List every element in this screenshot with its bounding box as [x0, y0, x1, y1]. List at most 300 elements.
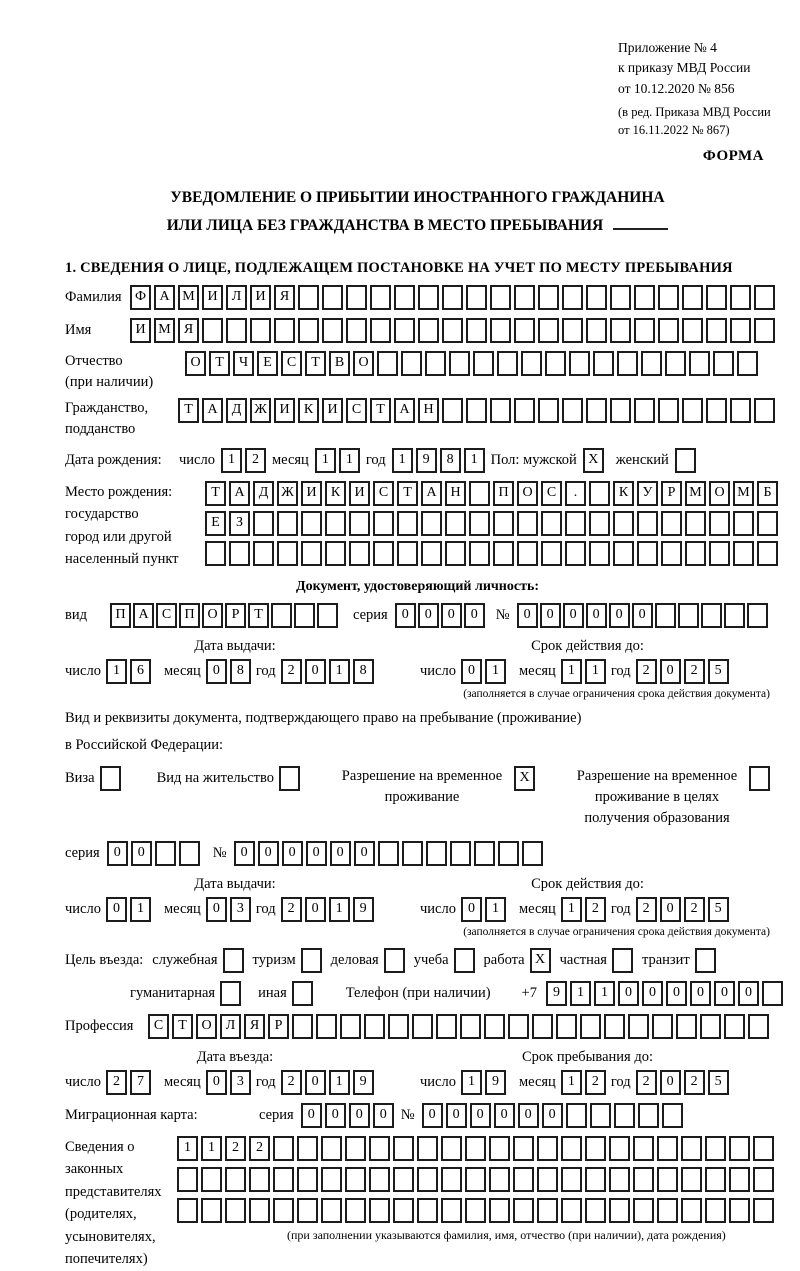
char-cell[interactable]: [179, 841, 200, 866]
char-cell[interactable]: 0: [206, 897, 227, 922]
char-cell[interactable]: Р: [225, 603, 246, 628]
char-cell[interactable]: [317, 603, 338, 628]
char-cell[interactable]: И: [301, 481, 322, 506]
char-cell[interactable]: И: [202, 285, 223, 310]
char-cell[interactable]: 1: [485, 897, 506, 922]
char-cell[interactable]: [226, 318, 247, 343]
char-cell[interactable]: [301, 511, 322, 536]
issue-day-cells[interactable]: [106, 659, 151, 684]
char-cell[interactable]: 2: [684, 897, 705, 922]
char-cell[interactable]: [556, 1014, 577, 1039]
surname-cells[interactable]: [130, 285, 775, 310]
char-cell[interactable]: [489, 1167, 510, 1192]
purpose-private-checkbox[interactable]: [612, 948, 633, 973]
char-cell[interactable]: [729, 1198, 750, 1223]
char-cell[interactable]: [393, 1167, 414, 1192]
char-cell[interactable]: [762, 981, 783, 1006]
char-cell[interactable]: [292, 1014, 313, 1039]
char-cell[interactable]: [325, 511, 346, 536]
char-cell[interactable]: М: [154, 318, 175, 343]
char-cell[interactable]: [100, 766, 121, 791]
char-cell[interactable]: [421, 511, 442, 536]
char-cell[interactable]: 1: [201, 1136, 222, 1161]
char-cell[interactable]: 0: [107, 841, 128, 866]
char-cell[interactable]: [514, 285, 535, 310]
sex-female-checkbox[interactable]: [675, 448, 696, 473]
char-cell[interactable]: 0: [609, 603, 630, 628]
char-cell[interactable]: [397, 511, 418, 536]
char-cell[interactable]: [250, 318, 271, 343]
char-cell[interactable]: Т: [205, 481, 226, 506]
char-cell[interactable]: 2: [281, 1070, 302, 1095]
char-cell[interactable]: 0: [461, 659, 482, 684]
char-cell[interactable]: [637, 541, 658, 566]
char-cell[interactable]: А: [202, 398, 223, 423]
char-cell[interactable]: [316, 1014, 337, 1039]
char-cell[interactable]: М: [685, 481, 706, 506]
char-cell[interactable]: [610, 285, 631, 310]
char-cell[interactable]: [657, 1167, 678, 1192]
char-cell[interactable]: 5: [708, 897, 729, 922]
char-cell[interactable]: 7: [130, 1070, 151, 1095]
char-cell[interactable]: [537, 1136, 558, 1161]
char-cell[interactable]: С: [281, 351, 302, 376]
char-cell[interactable]: [177, 1198, 198, 1223]
char-cell[interactable]: [706, 398, 727, 423]
char-cell[interactable]: [513, 1167, 534, 1192]
char-cell[interactable]: [253, 511, 274, 536]
char-cell[interactable]: [614, 1103, 635, 1128]
char-cell[interactable]: 0: [660, 897, 681, 922]
char-cell[interactable]: [676, 1014, 697, 1039]
char-cell[interactable]: [513, 1198, 534, 1223]
char-cell[interactable]: 0: [282, 841, 303, 866]
char-cell[interactable]: [695, 948, 716, 973]
birth-place-line3[interactable]: [205, 541, 778, 566]
char-cell[interactable]: [370, 285, 391, 310]
char-cell[interactable]: [297, 1198, 318, 1223]
char-cell[interactable]: 0: [395, 603, 416, 628]
char-cell[interactable]: [474, 841, 495, 866]
char-cell[interactable]: 9: [485, 1070, 506, 1095]
char-cell[interactable]: М: [733, 481, 754, 506]
char-cell[interactable]: 0: [618, 981, 639, 1006]
char-cell[interactable]: [586, 285, 607, 310]
char-cell[interactable]: 2: [585, 897, 606, 922]
char-cell[interactable]: [689, 351, 710, 376]
char-cell[interactable]: М: [178, 285, 199, 310]
doc-number-cells[interactable]: [517, 603, 768, 628]
char-cell[interactable]: А: [154, 285, 175, 310]
char-cell[interactable]: 0: [540, 603, 561, 628]
char-cell[interactable]: [657, 1198, 678, 1223]
char-cell[interactable]: 0: [586, 603, 607, 628]
char-cell[interactable]: 8: [440, 448, 461, 473]
char-cell[interactable]: 0: [563, 603, 584, 628]
legal-reps-line2[interactable]: [177, 1167, 774, 1192]
char-cell[interactable]: [634, 285, 655, 310]
char-cell[interactable]: [465, 1136, 486, 1161]
entry-day-cells[interactable]: [106, 1070, 151, 1095]
char-cell[interactable]: [489, 1198, 510, 1223]
char-cell[interactable]: 0: [464, 603, 485, 628]
char-cell[interactable]: [724, 1014, 745, 1039]
char-cell[interactable]: 0: [234, 841, 255, 866]
char-cell[interactable]: [701, 603, 722, 628]
char-cell[interactable]: Я: [178, 318, 199, 343]
char-cell[interactable]: [678, 603, 699, 628]
char-cell[interactable]: И: [322, 398, 343, 423]
char-cell[interactable]: [493, 541, 514, 566]
char-cell[interactable]: [225, 1167, 246, 1192]
char-cell[interactable]: Ч: [233, 351, 254, 376]
char-cell[interactable]: [442, 398, 463, 423]
char-cell[interactable]: 1: [392, 448, 413, 473]
char-cell[interactable]: [522, 841, 543, 866]
char-cell[interactable]: [497, 351, 518, 376]
char-cell[interactable]: 9: [353, 1070, 374, 1095]
char-cell[interactable]: В: [329, 351, 350, 376]
char-cell[interactable]: [658, 398, 679, 423]
char-cell[interactable]: [733, 541, 754, 566]
char-cell[interactable]: Т: [248, 603, 269, 628]
char-cell[interactable]: 1: [221, 448, 242, 473]
char-cell[interactable]: [658, 318, 679, 343]
char-cell[interactable]: [297, 1136, 318, 1161]
issue-month-cells[interactable]: [206, 659, 251, 684]
char-cell[interactable]: [661, 511, 682, 536]
char-cell[interactable]: П: [179, 603, 200, 628]
char-cell[interactable]: [321, 1136, 342, 1161]
char-cell[interactable]: [730, 318, 751, 343]
char-cell[interactable]: [610, 398, 631, 423]
char-cell[interactable]: 0: [461, 897, 482, 922]
char-cell[interactable]: [393, 1136, 414, 1161]
char-cell[interactable]: [565, 541, 586, 566]
char-cell[interactable]: [521, 351, 542, 376]
char-cell[interactable]: [465, 1198, 486, 1223]
char-cell[interactable]: 0: [517, 603, 538, 628]
char-cell[interactable]: 0: [470, 1103, 491, 1128]
char-cell[interactable]: [681, 1198, 702, 1223]
char-cell[interactable]: [417, 1167, 438, 1192]
purpose-other-checkbox[interactable]: [292, 981, 313, 1006]
char-cell[interactable]: [681, 1136, 702, 1161]
char-cell[interactable]: [425, 351, 446, 376]
char-cell[interactable]: [373, 511, 394, 536]
stay-year-cells[interactable]: [636, 1070, 729, 1095]
char-cell[interactable]: 2: [281, 659, 302, 684]
char-cell[interactable]: О: [517, 481, 538, 506]
char-cell[interactable]: 1: [561, 897, 582, 922]
char-cell[interactable]: 1: [329, 897, 350, 922]
char-cell[interactable]: 1: [315, 448, 336, 473]
char-cell[interactable]: [155, 841, 176, 866]
char-cell[interactable]: [662, 1103, 683, 1128]
char-cell[interactable]: [402, 841, 423, 866]
char-cell[interactable]: [586, 398, 607, 423]
char-cell[interactable]: О: [185, 351, 206, 376]
char-cell[interactable]: 9: [546, 981, 567, 1006]
char-cell[interactable]: [682, 398, 703, 423]
doc-type-cells[interactable]: [110, 603, 338, 628]
char-cell[interactable]: X: [514, 766, 535, 791]
char-cell[interactable]: [538, 318, 559, 343]
char-cell[interactable]: [561, 1167, 582, 1192]
char-cell[interactable]: [586, 318, 607, 343]
char-cell[interactable]: О: [196, 1014, 217, 1039]
char-cell[interactable]: [388, 1014, 409, 1039]
doc-series-cells[interactable]: [395, 603, 485, 628]
char-cell[interactable]: [589, 481, 610, 506]
char-cell[interactable]: [441, 1167, 462, 1192]
char-cell[interactable]: .: [565, 481, 586, 506]
char-cell[interactable]: Т: [209, 351, 230, 376]
char-cell[interactable]: [513, 1136, 534, 1161]
char-cell[interactable]: И: [250, 285, 271, 310]
char-cell[interactable]: [754, 285, 775, 310]
char-cell[interactable]: [473, 351, 494, 376]
char-cell[interactable]: Т: [172, 1014, 193, 1039]
stay-day-cells[interactable]: [461, 1070, 506, 1095]
migration-number-cells[interactable]: [422, 1103, 683, 1128]
purpose-work-checkbox[interactable]: [530, 948, 551, 973]
char-cell[interactable]: [370, 318, 391, 343]
entry-month-cells[interactable]: [206, 1070, 251, 1095]
expiry-year-cells[interactable]: [636, 897, 729, 922]
char-cell[interactable]: Б: [757, 481, 778, 506]
char-cell[interactable]: Е: [205, 511, 226, 536]
char-cell[interactable]: [490, 398, 511, 423]
char-cell[interactable]: [585, 1198, 606, 1223]
char-cell[interactable]: 0: [131, 841, 152, 866]
birth-year-cells[interactable]: [392, 448, 485, 473]
char-cell[interactable]: [465, 1167, 486, 1192]
char-cell[interactable]: [466, 398, 487, 423]
char-cell[interactable]: 0: [330, 841, 351, 866]
entry-year-cells[interactable]: [281, 1070, 374, 1095]
char-cell[interactable]: [705, 1136, 726, 1161]
char-cell[interactable]: 0: [660, 659, 681, 684]
char-cell[interactable]: [541, 511, 562, 536]
residence-series-cells[interactable]: [107, 841, 200, 866]
char-cell[interactable]: О: [202, 603, 223, 628]
char-cell[interactable]: [436, 1014, 457, 1039]
char-cell[interactable]: [565, 511, 586, 536]
char-cell[interactable]: 0: [542, 1103, 563, 1128]
char-cell[interactable]: [637, 511, 658, 536]
char-cell[interactable]: 0: [642, 981, 663, 1006]
char-cell[interactable]: 1: [106, 659, 127, 684]
char-cell[interactable]: [441, 1136, 462, 1161]
char-cell[interactable]: [454, 948, 475, 973]
char-cell[interactable]: [450, 841, 471, 866]
char-cell[interactable]: [445, 541, 466, 566]
char-cell[interactable]: [753, 1136, 774, 1161]
char-cell[interactable]: [340, 1014, 361, 1039]
char-cell[interactable]: [279, 766, 300, 791]
purpose-official-checkbox[interactable]: [223, 948, 244, 973]
char-cell[interactable]: 0: [714, 981, 735, 1006]
char-cell[interactable]: [418, 285, 439, 310]
char-cell[interactable]: Д: [253, 481, 274, 506]
char-cell[interactable]: [700, 1014, 721, 1039]
expiry-month-cells[interactable]: [561, 897, 606, 922]
char-cell[interactable]: 0: [106, 897, 127, 922]
char-cell[interactable]: [590, 1103, 611, 1128]
char-cell[interactable]: [641, 351, 662, 376]
char-cell[interactable]: [517, 511, 538, 536]
char-cell[interactable]: П: [493, 481, 514, 506]
char-cell[interactable]: [561, 1136, 582, 1161]
char-cell[interactable]: [345, 1167, 366, 1192]
char-cell[interactable]: [345, 1198, 366, 1223]
char-cell[interactable]: 1: [461, 1070, 482, 1095]
char-cell[interactable]: [225, 1198, 246, 1223]
char-cell[interactable]: [537, 1167, 558, 1192]
char-cell[interactable]: 8: [230, 659, 251, 684]
char-cell[interactable]: [466, 318, 487, 343]
char-cell[interactable]: [201, 1167, 222, 1192]
char-cell[interactable]: 2: [636, 659, 657, 684]
char-cell[interactable]: 1: [130, 897, 151, 922]
char-cell[interactable]: [613, 541, 634, 566]
char-cell[interactable]: [634, 398, 655, 423]
char-cell[interactable]: 2: [636, 897, 657, 922]
char-cell[interactable]: [441, 1198, 462, 1223]
char-cell[interactable]: [322, 318, 343, 343]
char-cell[interactable]: 1: [585, 659, 606, 684]
char-cell[interactable]: З: [229, 511, 250, 536]
char-cell[interactable]: [538, 398, 559, 423]
char-cell[interactable]: [705, 1167, 726, 1192]
char-cell[interactable]: 6: [130, 659, 151, 684]
char-cell[interactable]: [346, 285, 367, 310]
char-cell[interactable]: [517, 541, 538, 566]
char-cell[interactable]: Л: [226, 285, 247, 310]
char-cell[interactable]: [201, 1198, 222, 1223]
char-cell[interactable]: [613, 511, 634, 536]
char-cell[interactable]: [421, 541, 442, 566]
char-cell[interactable]: [681, 1167, 702, 1192]
char-cell[interactable]: [442, 318, 463, 343]
char-cell[interactable]: [384, 948, 405, 973]
firstname-cells[interactable]: [130, 318, 775, 343]
char-cell[interactable]: [369, 1198, 390, 1223]
issue-year-cells[interactable]: [281, 897, 374, 922]
char-cell[interactable]: [322, 285, 343, 310]
char-cell[interactable]: [633, 1136, 654, 1161]
char-cell[interactable]: [369, 1136, 390, 1161]
char-cell[interactable]: 0: [206, 1070, 227, 1095]
char-cell[interactable]: 0: [305, 659, 326, 684]
char-cell[interactable]: [508, 1014, 529, 1039]
char-cell[interactable]: 0: [206, 659, 227, 684]
char-cell[interactable]: [460, 1014, 481, 1039]
char-cell[interactable]: [749, 766, 770, 791]
expiry-day-cells[interactable]: [461, 897, 506, 922]
legal-reps-line3[interactable]: [177, 1198, 774, 1223]
char-cell[interactable]: [724, 603, 745, 628]
char-cell[interactable]: [271, 603, 292, 628]
char-cell[interactable]: [205, 541, 226, 566]
char-cell[interactable]: [229, 541, 250, 566]
stay-month-cells[interactable]: [561, 1070, 606, 1095]
char-cell[interactable]: Т: [305, 351, 326, 376]
char-cell[interactable]: [417, 1136, 438, 1161]
birth-month-cells[interactable]: [315, 448, 360, 473]
char-cell[interactable]: [346, 318, 367, 343]
char-cell[interactable]: [585, 1167, 606, 1192]
char-cell[interactable]: [730, 285, 751, 310]
char-cell[interactable]: 0: [306, 841, 327, 866]
char-cell[interactable]: [514, 398, 535, 423]
char-cell[interactable]: [675, 448, 696, 473]
char-cell[interactable]: [301, 541, 322, 566]
char-cell[interactable]: [493, 511, 514, 536]
char-cell[interactable]: 2: [636, 1070, 657, 1095]
purpose-business-checkbox[interactable]: [384, 948, 405, 973]
char-cell[interactable]: [657, 1136, 678, 1161]
char-cell[interactable]: [753, 1198, 774, 1223]
profession-cells[interactable]: [148, 1014, 769, 1039]
char-cell[interactable]: [753, 1167, 774, 1192]
char-cell[interactable]: К: [325, 481, 346, 506]
char-cell[interactable]: 3: [230, 1070, 251, 1095]
char-cell[interactable]: Н: [445, 481, 466, 506]
char-cell[interactable]: [628, 1014, 649, 1039]
char-cell[interactable]: [249, 1198, 270, 1223]
char-cell[interactable]: [585, 1136, 606, 1161]
char-cell[interactable]: [617, 351, 638, 376]
char-cell[interactable]: [709, 511, 730, 536]
char-cell[interactable]: [609, 1198, 630, 1223]
char-cell[interactable]: 0: [632, 603, 653, 628]
char-cell[interactable]: П: [110, 603, 131, 628]
char-cell[interactable]: [442, 285, 463, 310]
char-cell[interactable]: Ж: [250, 398, 271, 423]
char-cell[interactable]: 0: [690, 981, 711, 1006]
char-cell[interactable]: [541, 541, 562, 566]
char-cell[interactable]: [469, 481, 490, 506]
char-cell[interactable]: И: [130, 318, 151, 343]
expiry-day-cells[interactable]: [461, 659, 506, 684]
birth-day-cells[interactable]: [221, 448, 266, 473]
char-cell[interactable]: И: [274, 398, 295, 423]
char-cell[interactable]: [202, 318, 223, 343]
char-cell[interactable]: [417, 1198, 438, 1223]
char-cell[interactable]: [609, 1167, 630, 1192]
char-cell[interactable]: [378, 841, 399, 866]
char-cell[interactable]: [610, 318, 631, 343]
char-cell[interactable]: [638, 1103, 659, 1128]
char-cell[interactable]: [609, 1136, 630, 1161]
char-cell[interactable]: [449, 351, 470, 376]
char-cell[interactable]: [580, 1014, 601, 1039]
char-cell[interactable]: [249, 1167, 270, 1192]
char-cell[interactable]: [730, 398, 751, 423]
char-cell[interactable]: [412, 1014, 433, 1039]
residence-number-cells[interactable]: [234, 841, 543, 866]
char-cell[interactable]: Л: [220, 1014, 241, 1039]
char-cell[interactable]: [325, 541, 346, 566]
char-cell[interactable]: [709, 541, 730, 566]
char-cell[interactable]: [566, 1103, 587, 1128]
expiry-month-cells[interactable]: [561, 659, 606, 684]
char-cell[interactable]: К: [298, 398, 319, 423]
char-cell[interactable]: [294, 603, 315, 628]
char-cell[interactable]: 1: [485, 659, 506, 684]
